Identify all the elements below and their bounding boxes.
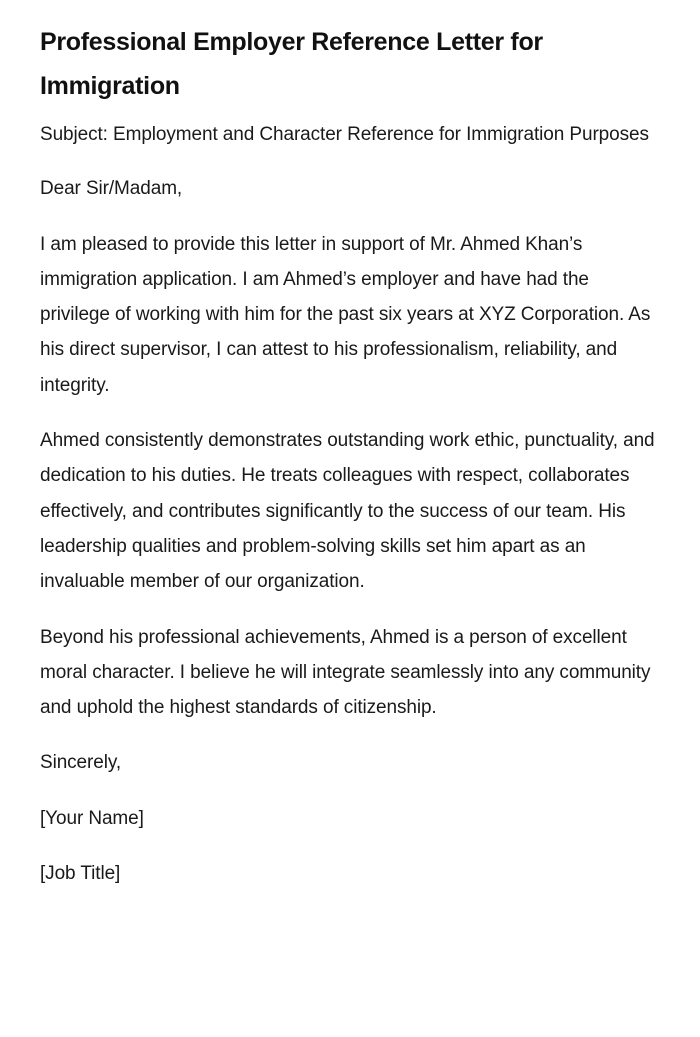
- signature-job-title: [Job Title]: [40, 863, 121, 885]
- letter-paragraph-work-ethic: Ahmed consistently demonstrates outstanding work ethic, punctuality, and dedication to his duties. He treats colleagues with respect, collaborates effectively, and contributes significantly to the success of our team. His leadership qualities and problem-solving skills set him apart as an invaluable member of our organization.: [40, 430, 655, 593]
- letter-closing: Sincerely,: [40, 752, 122, 774]
- letter-paragraph-support: I am pleased to provide this letter in support of Mr. Ahmed Khan’s immigration application. I am Ahmed’s employer and have had the privilege of working with him for the past six years at XYZ Corporation. As his direct supervisor, I can attest to his professionalism, reliability, and integrity.: [40, 233, 651, 396]
- letter-salutation: Dear Sir/Madam,: [40, 178, 183, 200]
- signature-name: [Your Name]: [40, 807, 144, 829]
- letter-paragraph-character: Beyond his professional achievements, Ahmed is a person of excellent moral character. I believe he will integrate seamlessly into any community and uphold the highest standards of citizenship.: [40, 626, 651, 719]
- letter-subject: Subject: Employment and Character Reference for Immigration Purposes: [40, 124, 649, 145]
- letter-title: Professional Employer Reference Letter for Immigration: [40, 28, 543, 100]
